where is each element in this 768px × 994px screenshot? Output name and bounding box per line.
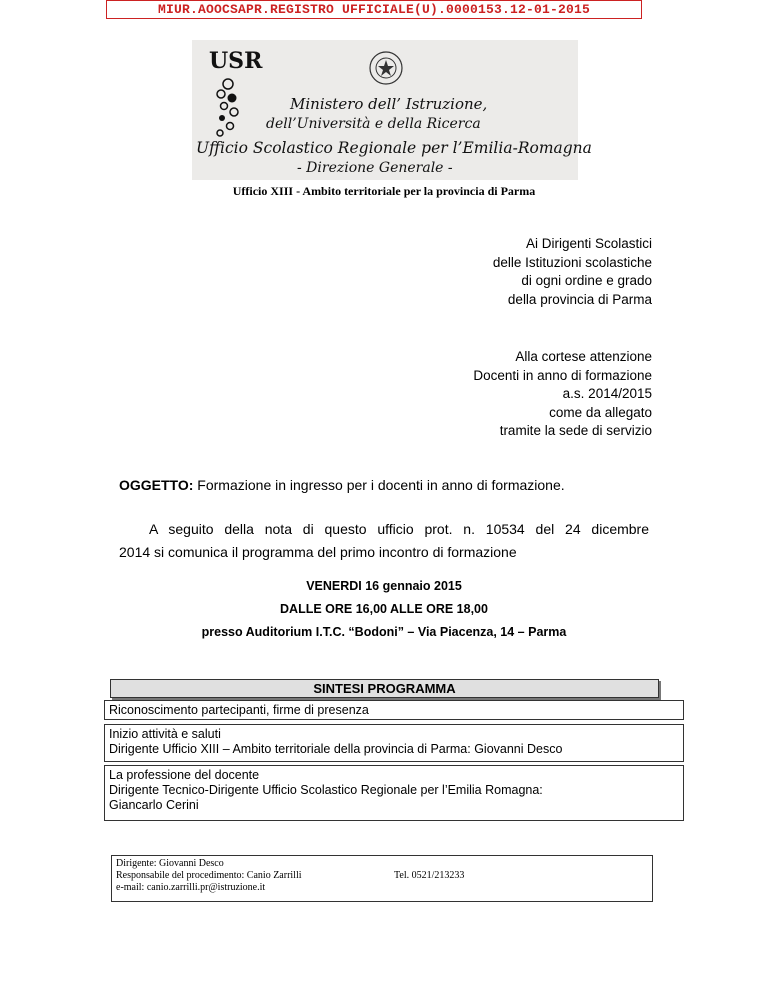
ministry-line-1: Ministero dell’ Istruzione,	[290, 95, 488, 113]
subject-label: OGGETTO:	[119, 477, 194, 493]
ministry-line-2: dell’Università e della Ricerca	[266, 116, 481, 132]
addressees-block-2	[473, 348, 652, 441]
program-row	[104, 765, 684, 821]
footer-contact-box	[111, 855, 653, 902]
addressee-line: Alla cortese attenzione	[515, 349, 652, 364]
svg-text:USR: USR	[209, 48, 263, 74]
program-row-line: Inizio attività e saluti	[109, 727, 221, 741]
addressee-line: a.s. 2014/2015	[562, 386, 652, 401]
program-row	[104, 724, 684, 762]
subject-line	[119, 477, 565, 493]
addressee-line: come da allegato	[549, 404, 652, 420]
program-row-line: Dirigente Ufficio XIII – Ambito territoriale della provincia di Parma: Giovanni Desco	[109, 742, 563, 756]
addressee-line: delle Istituzioni scolastiche	[492, 254, 652, 270]
addressee-line: tramite la sede di servizio	[499, 423, 652, 438]
addressee-line: Docenti in anno di formazione	[473, 367, 652, 383]
footer-email: e-mail: canio.zarrilli.pr@istruzione.it	[116, 882, 266, 893]
office-subheading: Ufficio XIII - Ambito territoriale per la provincia di Parma	[232, 184, 536, 198]
footer-telephone: Tel. 0521/213233	[394, 870, 465, 881]
addressees-block-1	[493, 235, 652, 309]
footer-dirigente: Dirigente: Giovanni Desco	[116, 858, 224, 869]
body-line-1	[119, 521, 649, 537]
direction-line: - Direzione Generale -	[297, 160, 453, 176]
protocol-stamp: MIUR.AOOCSAPR.REGISTRO UFFICIALE(U).0000153.12-01-2015	[106, 0, 642, 19]
footer-responsabile: Responsabile del procedimento: Canio Zarrilli	[116, 870, 302, 881]
event-place: presso Auditorium I.T.C. “Bodoni” – Via Piacenza, 14 – Parma	[201, 625, 567, 639]
footer-left	[116, 858, 302, 894]
program-row-line: Giancarlo Cerini	[109, 798, 199, 812]
addressee-line: della provincia di Parma	[507, 291, 652, 307]
subject-text: Formazione in ingresso per i docenti in anno di formazione.	[193, 477, 565, 493]
event-time: DALLE ORE 16,00 ALLE ORE 18,00	[280, 602, 488, 616]
program-row	[104, 700, 684, 720]
italian-republic-emblem-icon	[368, 50, 404, 86]
addressee-line: di ogni ordine e grado	[521, 273, 652, 288]
body-line-2: 2014 si comunica il programma del primo incontro di formazione	[119, 544, 517, 560]
event-date: VENERDI 16 gennaio 2015	[306, 579, 462, 593]
body-text-1: A seguito della nota di questo ufficio prot. n. 10534 del 24 dicembre	[149, 521, 649, 537]
addressee-line: Ai Dirigenti Scolastici	[525, 236, 652, 251]
office-line: Ufficio Scolastico Regionale per l’Emilia-Romagna	[196, 139, 592, 157]
usr-logo-icon	[208, 46, 263, 142]
program-row-line: Riconoscimento partecipanti, firme di presenza	[109, 703, 369, 717]
letterhead	[192, 40, 592, 180]
program-row-line: Dirigente Tecnico-Dirigente Ufficio Scolastico Regionale per l’Emilia Romagna:	[109, 783, 543, 797]
program-row-line: La professione del docente	[109, 768, 260, 782]
program-title: SINTESI PROGRAMMA	[110, 679, 659, 698]
